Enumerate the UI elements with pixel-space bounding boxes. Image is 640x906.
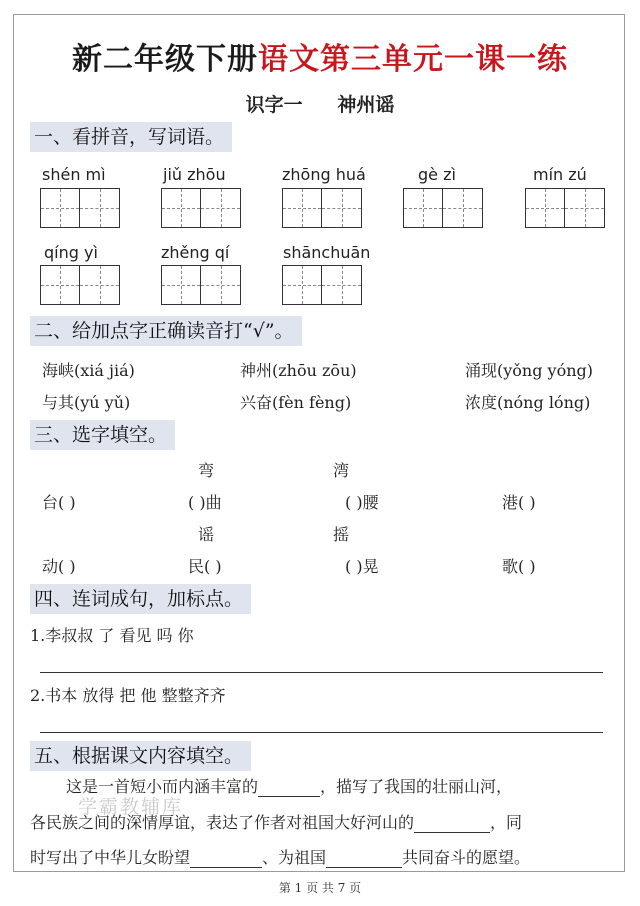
fill-blank[interactable]: ( )曲 [188, 493, 222, 512]
fill-blank[interactable]: 港( ) [502, 493, 536, 512]
watermark-text: 学霸教辅库 [78, 796, 184, 818]
pinyin-word: zhōng huá [282, 165, 366, 184]
writing-grid[interactable] [40, 188, 120, 228]
passage-text: ，描写了我国的壮丽山河， [320, 777, 513, 796]
title-red-part: 语文第三单元一课一练 [258, 42, 568, 77]
pinyin-word: jiǔ zhōu [163, 165, 226, 184]
passage-text: 时写出了中华儿女盼望 [30, 848, 191, 867]
writing-grid[interactable] [161, 265, 241, 305]
passage-text: 、为祖国 [262, 848, 327, 867]
reading-choice[interactable]: 涌现(yǒng yóng) [465, 361, 594, 380]
lesson-subtitle [0, 90, 640, 117]
fill-blank[interactable]: 民( ) [188, 557, 222, 576]
fill-blank[interactable]: 歌( ) [502, 557, 536, 576]
reading-choice[interactable]: 与其(yú yǔ) [42, 393, 131, 412]
reading-choice[interactable]: 兴奋(fèn fèng) [240, 393, 352, 412]
choice-character: 湾 [333, 461, 350, 480]
pinyin-word: shén mì [42, 165, 106, 184]
writing-grid[interactable] [161, 188, 241, 228]
lesson-name: 神州谣 [337, 94, 395, 116]
passage-blank[interactable] [258, 780, 320, 797]
reading-choice[interactable]: 神州(zhōu zōu) [240, 361, 357, 380]
passage-text: 共同奋斗的愿望。 [402, 848, 531, 867]
writing-grid[interactable] [403, 188, 483, 228]
sentence-question: 2.书本 放得 把 他 整整齐齐 [30, 686, 226, 705]
pinyin-word: mín zú [533, 165, 587, 184]
page-title [0, 34, 640, 78]
writing-grid[interactable] [282, 265, 362, 305]
pinyin-word: shānchuān [283, 243, 371, 262]
section-5-heading: 五、根据课文内容填空。 [30, 741, 251, 771]
writing-grid[interactable] [40, 265, 120, 305]
page-footer: 第 1 页 共 7 页 [278, 881, 362, 895]
choice-character: 弯 [198, 461, 215, 480]
passage-blank[interactable] [326, 851, 402, 868]
reading-choice[interactable]: 海峡(xiá jiá) [42, 361, 135, 380]
passage-text: ，同 [490, 813, 523, 832]
fill-blank[interactable]: ( )腰 [345, 493, 379, 512]
writing-grid[interactable] [525, 188, 605, 228]
sentence-question: 1.李叔叔 了 看见 吗 你 [30, 626, 194, 645]
lesson-number: 识字一 [245, 94, 303, 116]
writing-grid[interactable] [282, 188, 362, 228]
answer-line[interactable] [40, 672, 603, 673]
passage-blank[interactable] [414, 816, 490, 833]
passage-blank[interactable] [190, 851, 262, 868]
passage-text: 这是一首短小而内涵丰富的 [66, 777, 259, 796]
passage-text: 各民族之间的深情厚谊，表达了作者对祖国大好河山的 [30, 813, 415, 832]
fill-blank[interactable]: 台( ) [42, 493, 76, 512]
pinyin-word: qíng yì [44, 243, 98, 262]
section-2-heading: 二、给加点字正确读音打“√”。 [30, 316, 302, 346]
section-1-heading: 一、看拼音，写词语。 [30, 122, 232, 152]
fill-blank[interactable]: ( )晃 [345, 557, 379, 576]
section-4-heading: 四、连词成句，加标点。 [30, 584, 251, 614]
choice-character: 谣 [198, 525, 215, 544]
fill-blank[interactable]: 动( ) [42, 557, 76, 576]
section-3-heading: 三、选字填空。 [30, 420, 175, 450]
answer-line[interactable] [40, 732, 603, 733]
choice-character: 摇 [333, 525, 350, 544]
title-black-part: 新二年级下册 [72, 42, 258, 77]
pinyin-word: zhěng qí [161, 243, 230, 262]
pinyin-word: gè zì [418, 165, 456, 184]
passage-line [30, 845, 600, 868]
reading-choice[interactable]: 浓度(nóng lóng) [465, 393, 591, 412]
